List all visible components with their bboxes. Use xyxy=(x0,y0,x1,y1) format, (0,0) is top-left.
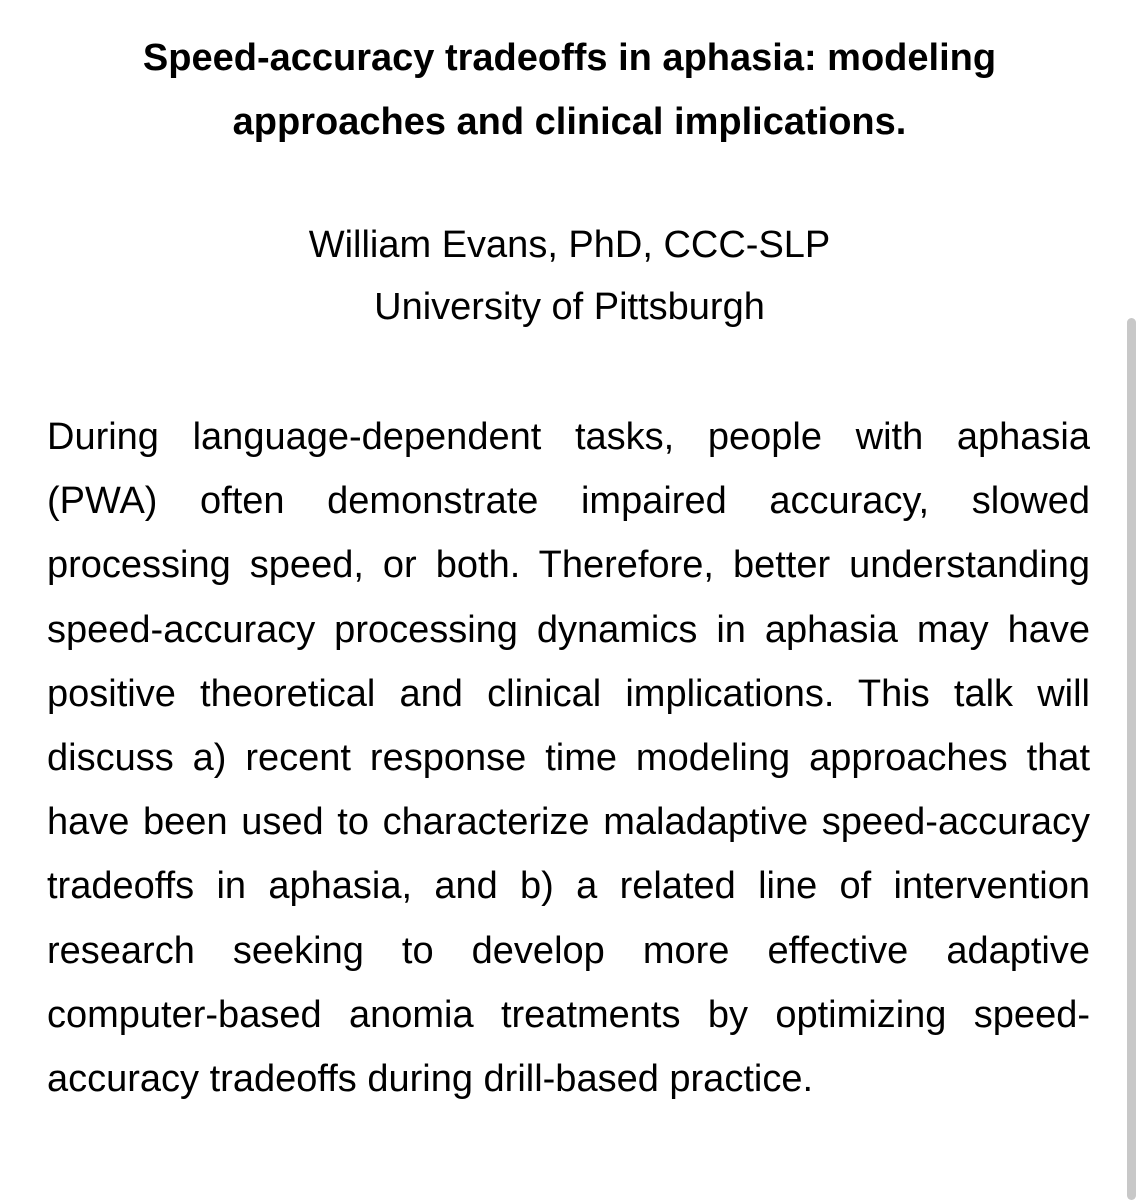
abstract-text: During language-dependent tasks, people with aphasia (PWA) often demonstrate impaired accuracy, slowed processing speed, or both. Therefore, better understanding speed-accuracy processing dynamics in aphasia may have positive theoretical and clinical implications. This talk will discuss a) recent response time modeling approaches that have been used to characterize maladaptive speed-accuracy tradeoffs in aphasia, and b) a related line of intervention research seeking to develop more effective adaptive computer-based anomia treatments by optimizing speed-accuracy tradeoffs during drill-based practice. xyxy=(47,416,1090,1101)
author-affiliation: University of Pittsburgh xyxy=(374,286,765,328)
document-title: Speed-accuracy tradeoffs in aphasia: modeling approaches and clinical implications. xyxy=(142,37,997,143)
author-name: William Evans, PhD, CCC-SLP xyxy=(308,224,831,266)
author-block xyxy=(40,214,1099,338)
scrollbar-thumb[interactable] xyxy=(1127,318,1136,1200)
